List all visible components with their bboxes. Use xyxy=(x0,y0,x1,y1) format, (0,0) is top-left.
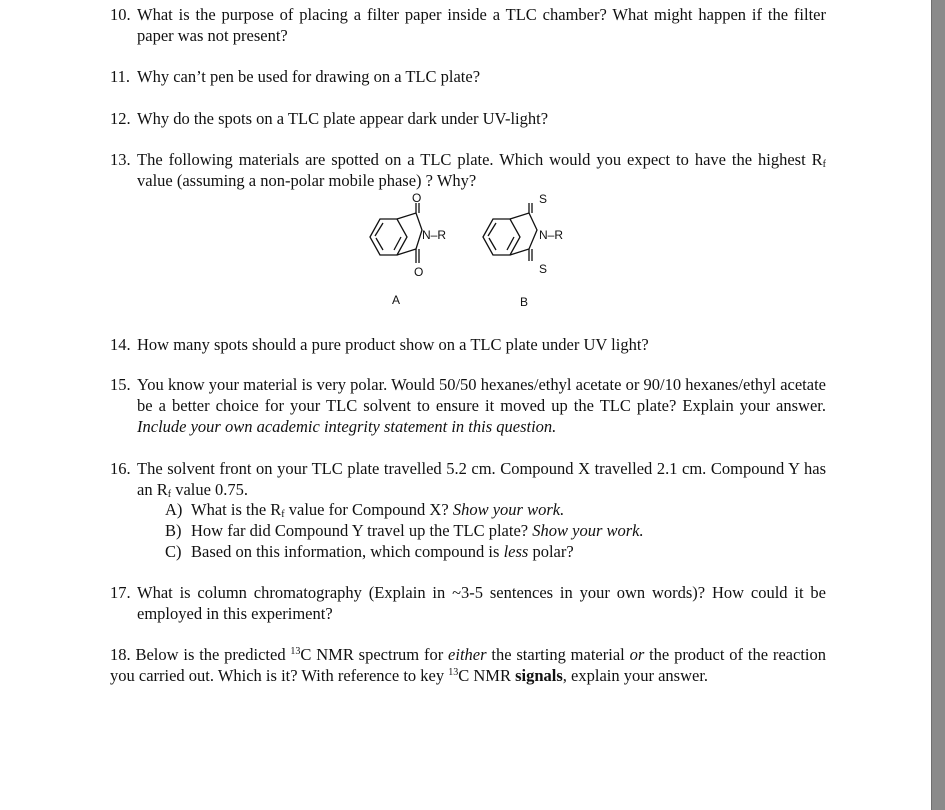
question-16 xyxy=(110,458,826,500)
question-text: The following materials are spotted on a TLC plate. Which would you expect to have the highest $R_f$ value (assuming a non-polar mobile phase) ? Why? xyxy=(137,150,826,190)
question-text: How many spots should a pure product show on a TLC plate under UV light? xyxy=(137,335,649,354)
question-text: You know your material is very polar. Would 50/50 hexanes/ethyl acetate or 90/10 hexanes/ethyl acetate be a better choice for your TLC solvent to ensure it moved up the TLC plate? Explain your answer. Include your own academic integrity statement in this question. xyxy=(137,375,826,436)
phthalimide-structures xyxy=(350,190,590,315)
nr-label-a: N–R xyxy=(422,228,447,242)
question-14 xyxy=(110,334,826,355)
question-16-part-c: C) Based on this information, which compound is less polar? xyxy=(165,542,574,561)
atom-label-b-bottom: S xyxy=(539,262,548,276)
atom-label-a-top: O xyxy=(412,191,422,205)
question-text: What is column chromatography (Explain in ~3-5 sentences in your own words)? How could it be employed in this experiment? xyxy=(137,583,826,623)
structure-a xyxy=(370,203,422,263)
question-number: 14. xyxy=(110,335,131,354)
question-18: 18. Below is the predicted $^{13}$C NMR spectrum for either the starting material or the product of the reaction you carried out. Which is it? With reference to key $^{13}$C NMR signals, explain your answer. xyxy=(110,645,826,685)
nr-label-b: N–R xyxy=(539,228,564,242)
question-11 xyxy=(110,66,826,87)
question-17 xyxy=(110,582,826,624)
question-number: 10. xyxy=(110,5,131,24)
atom-label-a-bottom: O xyxy=(414,265,424,279)
integrity-instruction: Include your own academic integrity statement in this question. xyxy=(137,417,557,436)
structure-b xyxy=(483,203,537,261)
structure-label-b: B xyxy=(520,295,529,309)
question-number: 16. xyxy=(110,459,131,478)
question-text: Why can’t pen be used for drawing on a TLC plate? xyxy=(137,67,481,86)
question-number: 13. xyxy=(110,150,131,169)
question-16-part-b: B) How far did Compound Y travel up the TLC plate? Show your work. xyxy=(165,521,644,540)
question-12 xyxy=(110,108,826,129)
vertical-scrollbar[interactable] xyxy=(931,0,945,810)
question-number: 11. xyxy=(110,67,131,86)
question-text: The solvent front on your TLC plate travelled 5.2 cm. Compound X travelled 2.1 cm. Compound Y has an $R_f$ value 0.75. xyxy=(137,459,826,500)
benzene-ring-a xyxy=(370,219,407,255)
question-number: 18. xyxy=(110,645,131,664)
question-number: 12. xyxy=(110,109,131,128)
atom-label-b-top: S xyxy=(539,192,548,206)
question-number: 15. xyxy=(110,375,131,394)
question-text: Why do the spots on a TLC plate appear dark under UV-light? xyxy=(137,109,549,128)
structure-label-a: A xyxy=(392,293,401,307)
question-16-parts xyxy=(165,499,644,562)
question-16-part-a: A) What is the $R_f$ value for Compound X? Show your work. xyxy=(165,500,565,520)
question-13 xyxy=(110,149,826,191)
question-15 xyxy=(110,374,826,437)
benzene-ring-b xyxy=(483,219,520,255)
question-number: 17. xyxy=(110,583,131,602)
question-10 xyxy=(110,4,826,46)
question-text: What is the purpose of placing a filter paper inside a TLC chamber? What might happen if the filter paper was not present? xyxy=(137,5,826,45)
